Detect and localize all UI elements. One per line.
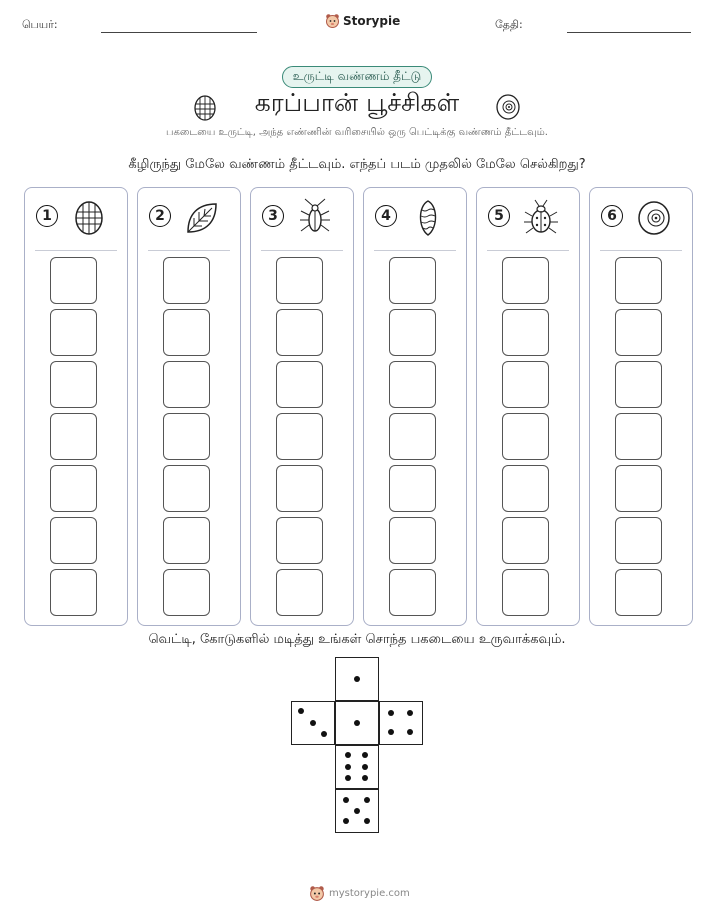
color-box[interactable] [615,257,662,304]
color-box[interactable] [163,361,210,408]
die-pip [364,797,370,803]
die-pip [354,676,360,682]
die-pip [407,729,413,735]
die-pip [345,764,351,770]
column-number: 6 [601,205,623,227]
color-box[interactable] [50,361,97,408]
color-box[interactable] [389,517,436,564]
color-box[interactable] [389,257,436,304]
die-pip [388,710,394,716]
die-pip [343,797,349,803]
die-pip [343,818,349,824]
die-pip [407,710,413,716]
column-number: 4 [375,205,397,227]
egg-case-icon [69,198,109,238]
color-box[interactable] [50,309,97,356]
color-box[interactable] [50,257,97,304]
die-pip [345,775,351,781]
cocoon-icon [408,198,448,238]
page-title: கரப்பான் பூச்சிகள் [254,88,460,117]
die-face-1 [335,657,379,701]
footer-site[interactable]: mystorypie.com [329,888,410,899]
die-pip [310,720,316,726]
color-box[interactable] [276,465,323,512]
color-box[interactable] [502,309,549,356]
die-pip [362,752,368,758]
brand-name: Storypie [343,14,401,28]
color-box[interactable] [389,465,436,512]
die-pip [354,720,360,726]
column-number: 3 [262,205,284,227]
color-box[interactable] [276,517,323,564]
die-pip [362,764,368,770]
die-pip [388,729,394,735]
instruction: கீழிருந்து மேலே வண்ணம் தீட்டவும். எந்தப் படம் முதலில் மேலே செல்கிறது? [128,157,586,172]
die-face-3 [335,701,379,745]
mascot-icon [309,885,325,902]
dice-instruction: வெட்டி, கோடுகளில் மடித்து உங்கள் சொந்த பகடையை உருவாக்கவும். [148,632,566,647]
column-divider [374,250,456,251]
die-pip [354,808,360,814]
die-pip [321,731,327,737]
color-box[interactable] [615,517,662,564]
die-face-4 [379,701,423,745]
column-divider [261,250,343,251]
number-column-4 [363,187,467,626]
mascot-icon [325,13,340,29]
color-box[interactable] [389,413,436,460]
number-column-1 [24,187,128,626]
color-box[interactable] [163,465,210,512]
color-box[interactable] [50,517,97,564]
name-line[interactable] [101,32,257,33]
color-box[interactable] [502,413,549,460]
color-box[interactable] [615,569,662,616]
color-box[interactable] [276,569,323,616]
color-box[interactable] [615,361,662,408]
brand-logo [325,13,400,29]
die-pip [298,708,304,714]
snail-shell-icon [634,198,674,238]
color-box[interactable] [50,413,97,460]
die-face-6 [335,789,379,833]
date-line[interactable] [567,32,691,33]
die-face-2 [291,701,335,745]
die-pip [362,775,368,781]
footer [309,885,410,902]
number-column-6 [589,187,693,626]
column-divider [148,250,230,251]
color-box[interactable] [163,517,210,564]
name-label: பெயர்: [22,18,58,31]
color-box[interactable] [502,569,549,616]
beetle-icon [521,198,561,238]
color-box[interactable] [50,465,97,512]
leaf-icon [182,198,222,238]
color-box[interactable] [502,465,549,512]
color-box[interactable] [615,309,662,356]
color-box[interactable] [276,309,323,356]
number-column-5 [476,187,580,626]
color-box[interactable] [163,569,210,616]
cockroach-icon [295,198,335,238]
color-box[interactable] [163,309,210,356]
color-box[interactable] [389,569,436,616]
activity-badge: உருட்டி வண்ணம் தீட்டு [282,66,433,88]
egg-case-icon [192,94,218,122]
color-box[interactable] [502,361,549,408]
date-label: தேதி: [495,18,523,31]
column-number: 2 [149,205,171,227]
color-box[interactable] [389,309,436,356]
subtitle: பகடையை உருட்டி, அந்த எண்ணின் வரிசையில் ஒரு பெட்டிக்கு வண்ணம் தீட்டவும். [166,127,548,138]
snail-shell-icon [494,93,522,121]
number-column-3 [250,187,354,626]
die-pip [364,818,370,824]
color-box[interactable] [276,413,323,460]
color-box[interactable] [502,257,549,304]
column-divider [487,250,569,251]
color-box[interactable] [502,517,549,564]
column-number: 5 [488,205,510,227]
die-pip [345,752,351,758]
number-column-2 [137,187,241,626]
die-face-5 [335,745,379,789]
color-box[interactable] [615,465,662,512]
column-divider [600,250,682,251]
color-box[interactable] [50,569,97,616]
color-box[interactable] [276,361,323,408]
column-number: 1 [36,205,58,227]
column-divider [35,250,117,251]
color-box[interactable] [389,361,436,408]
color-box[interactable] [276,257,323,304]
color-box[interactable] [163,257,210,304]
color-box[interactable] [163,413,210,460]
color-box[interactable] [615,413,662,460]
